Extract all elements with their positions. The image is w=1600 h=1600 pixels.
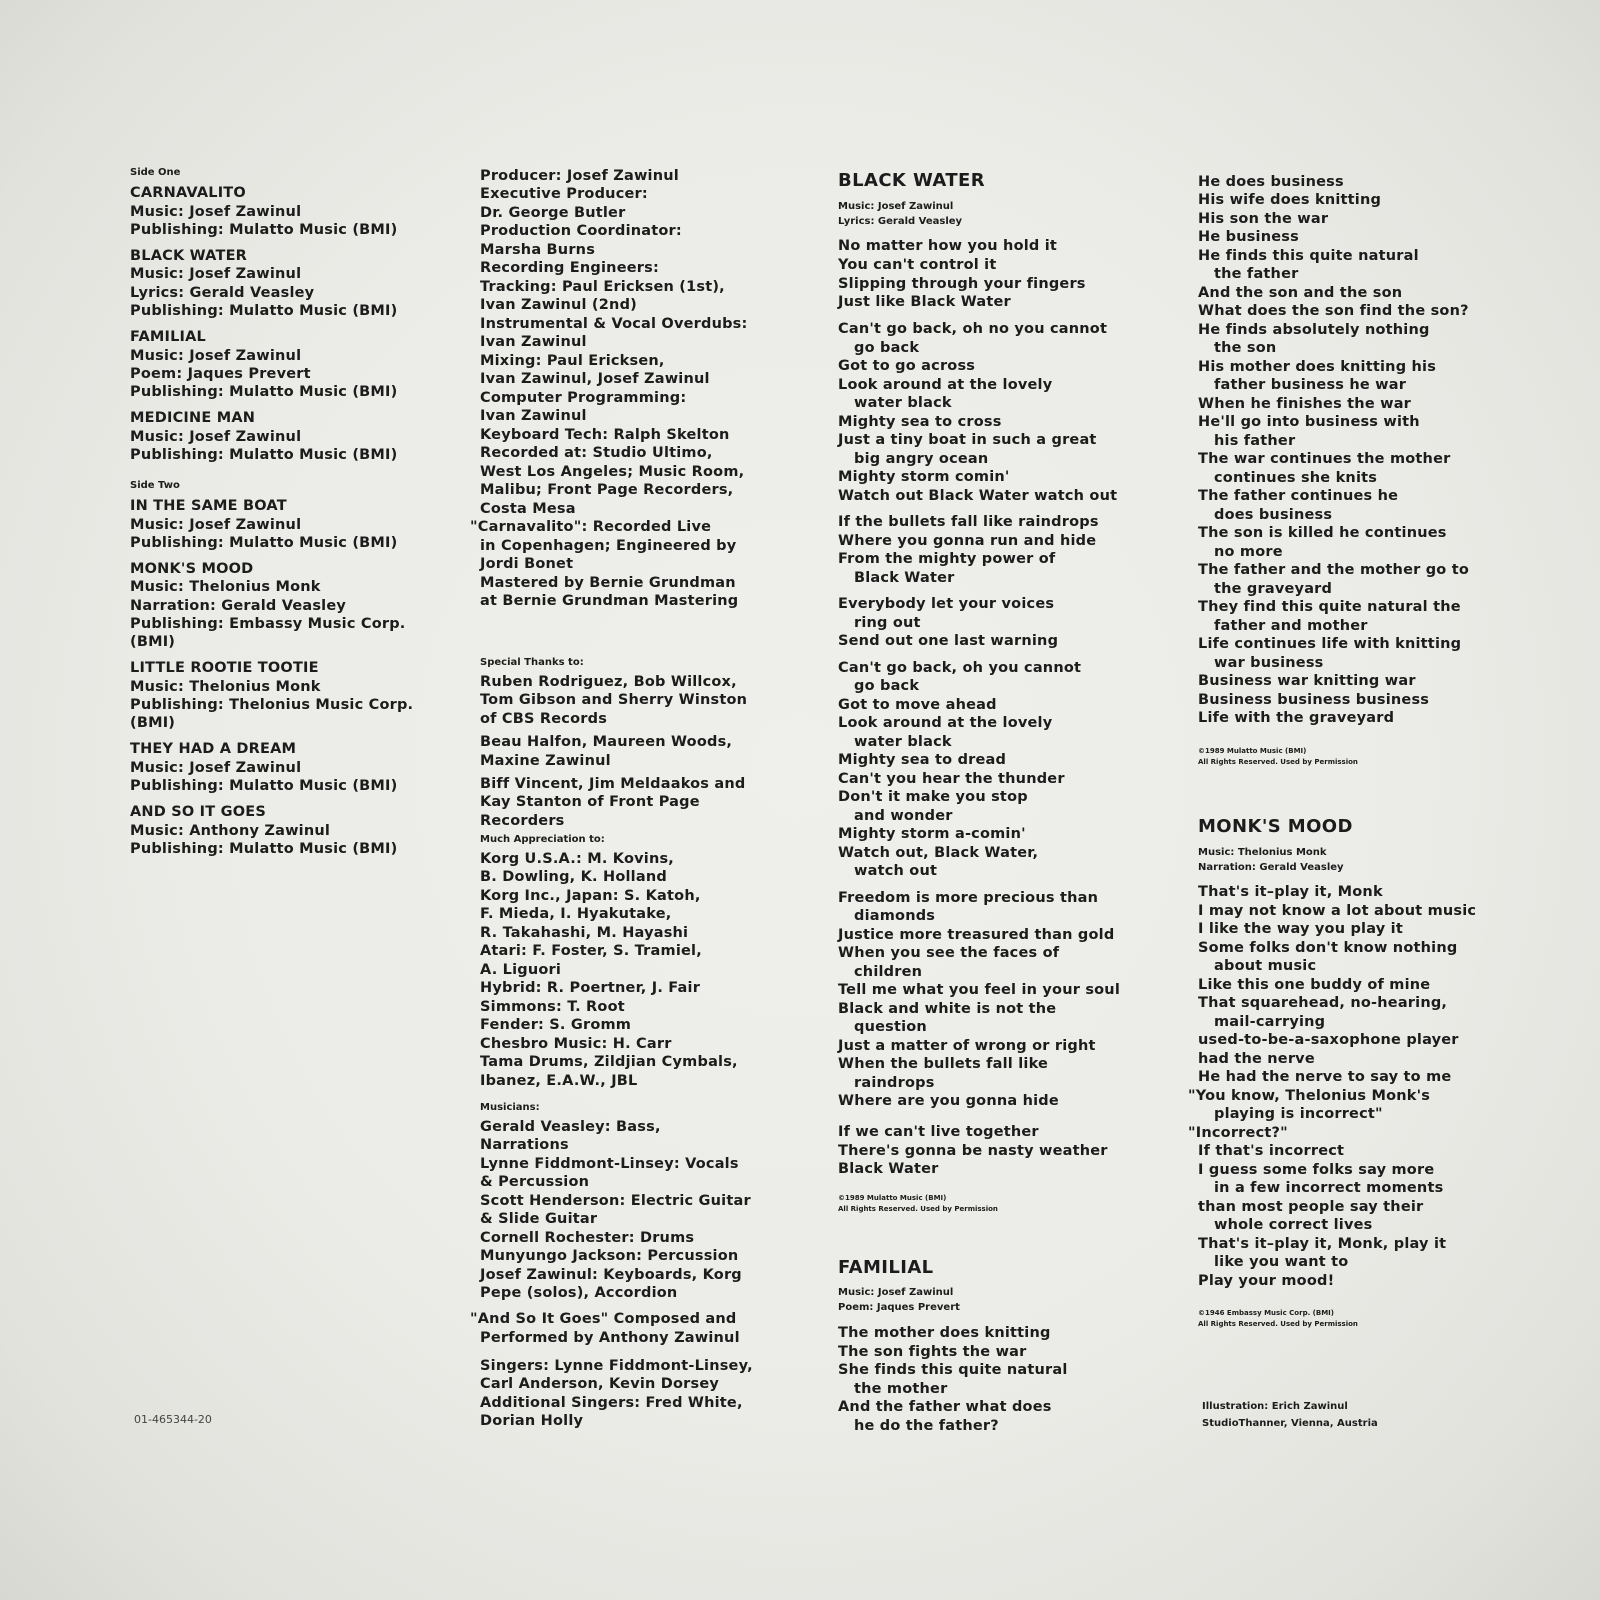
track-credit: (BMI): [130, 634, 176, 650]
lyric-line: ring out: [854, 615, 921, 631]
lyric-line: used-to-be-a-saxophone player: [1198, 1032, 1459, 1048]
song-title: MONK'S MOOD: [1198, 816, 1353, 837]
appreciation-line: F. Mieda, I. Hyakutake,: [480, 906, 672, 922]
lyric-line: the mother: [854, 1381, 948, 1397]
musician-line: Pepe (solos), Accordion: [480, 1285, 678, 1301]
appreciation-line: Chesbro Music: H. Carr: [480, 1036, 672, 1052]
appreciation-line: Simmons: T. Root: [480, 999, 625, 1015]
lyric-line: The father and the mother go to: [1198, 562, 1469, 578]
lyric-line: Black Water: [838, 1161, 939, 1177]
lyric-line: question: [854, 1019, 927, 1035]
track-title: LITTLE ROOTIE TOOTIE: [130, 660, 319, 676]
lyric-line: If that's incorrect: [1198, 1143, 1345, 1159]
musician-line: Josef Zawinul: Keyboards, Korg: [480, 1267, 742, 1283]
credit-line: Ivan Zawinul, Josef Zawinul: [480, 371, 710, 387]
credit-line: Producer: Josef Zawinul: [480, 168, 679, 184]
track-title: MEDICINE MAN: [130, 410, 256, 426]
lyric-line: children: [854, 964, 923, 980]
lyric-line: Justice more treasured than gold: [838, 927, 1115, 943]
lyric-line: Look around at the lovely: [838, 377, 1053, 393]
track-credit: Music: Josef Zawinul: [130, 348, 302, 364]
lyric-line: Life with the graveyard: [1198, 710, 1395, 726]
copyright-notice: ©1946 Embassy Music Corp. (BMI): [1198, 1309, 1334, 1317]
musician-line: & Percussion: [480, 1174, 590, 1190]
lyric-line: he do the father?: [854, 1418, 999, 1434]
thanks-line: of CBS Records: [480, 711, 608, 727]
track-credit: Music: Josef Zawinul: [130, 760, 302, 776]
copyright-notice: ©1989 Mulatto Music (BMI): [838, 1194, 947, 1202]
lyric-line: Got to move ahead: [838, 697, 997, 713]
track-title: IN THE SAME BOAT: [130, 498, 287, 514]
lyric-line: He does business: [1198, 174, 1344, 190]
thanks-line: Recorders: [480, 813, 565, 829]
lyric-line: That's it–play it, Monk: [1198, 884, 1383, 900]
lyric-line: whole correct lives: [1214, 1217, 1373, 1233]
lyric-line: The son fights the war: [838, 1344, 1027, 1360]
track-credit: Publishing: Embassy Music Corp.: [130, 616, 406, 632]
lyric-line: No matter how you hold it: [838, 238, 1058, 254]
credit-line: Malibu; Front Page Recorders,: [480, 482, 734, 498]
track-credit: Music: Josef Zawinul: [130, 266, 302, 282]
thanks-line: Beau Halfon, Maureen Woods,: [480, 734, 733, 750]
song-credit: Poem: Jaques Prevert: [838, 1302, 960, 1313]
lyric-line: Just a tiny boat in such a great: [838, 432, 1097, 448]
credit-line: Ivan Zawinul (2nd): [480, 297, 637, 313]
credit-line: Computer Programming:: [480, 390, 687, 406]
lyric-line: If the bullets fall like raindrops: [838, 514, 1099, 530]
copyright-notice: ©1989 Mulatto Music (BMI): [1198, 747, 1307, 755]
lyric-line: go back: [854, 678, 920, 694]
singers-line: Dorian Holly: [480, 1413, 584, 1429]
thanks-line: Ruben Rodriguez, Bob Willcox,: [480, 674, 737, 690]
song-credit: Lyrics: Gerald Veasley: [838, 216, 963, 227]
composed-line: "And So It Goes" Composed and: [470, 1311, 737, 1327]
track-credit: Music: Josef Zawinul: [130, 517, 302, 533]
lyric-line: Don't it make you stop: [838, 789, 1028, 805]
lyric-line: playing is incorrect": [1214, 1106, 1383, 1122]
lyric-line: "Incorrect?": [1188, 1125, 1288, 1141]
lyric-line: in a few incorrect moments: [1214, 1180, 1444, 1196]
lyric-line: raindrops: [854, 1075, 935, 1091]
lyric-line: Black Water: [854, 570, 955, 586]
song-title: FAMILIAL: [838, 1257, 934, 1278]
lyric-line: had the nerve: [1198, 1051, 1315, 1067]
lyric-line: The father continues he: [1198, 488, 1399, 504]
track-credit: Publishing: Mulatto Music (BMI): [130, 778, 398, 794]
appreciation-line: Atari: F. Foster, S. Tramiel,: [480, 943, 702, 959]
song-credit: Music: Josef Zawinul: [838, 1287, 954, 1298]
lyric-line: big angry ocean: [854, 451, 989, 467]
lyric-line: And the father what does: [838, 1399, 1052, 1415]
lyric-line: "You know, Thelonius Monk's: [1188, 1088, 1431, 1104]
lyric-line: He had the nerve to say to me: [1198, 1069, 1452, 1085]
composed-line: Performed by Anthony Zawinul: [480, 1330, 740, 1346]
lyric-line: Can't you hear the thunder: [838, 771, 1065, 787]
credit-line: Mastered by Bernie Grundman: [480, 575, 736, 591]
lyric-line: Business business business: [1198, 692, 1430, 708]
lyric-line: diamonds: [854, 908, 936, 924]
appreciation-line: Hybrid: R. Poertner, J. Fair: [480, 980, 701, 996]
credit-line: Executive Producer:: [480, 186, 648, 202]
lyric-line: There's gonna be nasty weather: [838, 1143, 1108, 1159]
lyric-line: Black and white is not the: [838, 1001, 1057, 1017]
credit-line: West Los Angeles; Music Room,: [480, 464, 745, 480]
lyric-line: Play your mood!: [1198, 1273, 1335, 1289]
special-thanks-label: Special Thanks to:: [480, 657, 584, 668]
appreciation-label: Much Appreciation to:: [480, 834, 605, 845]
lyric-line: Can't go back, oh no you cannot: [838, 321, 1108, 337]
credit-line: Marsha Burns: [480, 242, 596, 258]
lyric-line: Got to go across: [838, 358, 976, 374]
lyric-line: his father: [1214, 433, 1296, 449]
lyric-line: If we can't live together: [838, 1124, 1039, 1140]
lyric-line: no more: [1214, 544, 1283, 560]
lyric-line: like you want to: [1214, 1254, 1349, 1270]
credit-line: Tracking: Paul Ericksen (1st),: [480, 279, 725, 295]
lyric-line: Just a matter of wrong or right: [838, 1038, 1096, 1054]
lyric-line: That's it–play it, Monk, play it: [1198, 1236, 1447, 1252]
appreciation-line: B. Dowling, K. Holland: [480, 869, 667, 885]
track-credit: Publishing: Mulatto Music (BMI): [130, 222, 398, 238]
musician-line: Munyungo Jackson: Percussion: [480, 1248, 739, 1264]
lyric-line: continues she knits: [1214, 470, 1378, 486]
singers-line: Carl Anderson, Kevin Dorsey: [480, 1376, 720, 1392]
track-title: AND SO IT GOES: [130, 804, 266, 820]
credit-line: Production Coordinator:: [480, 223, 682, 239]
lyric-line: When he finishes the war: [1198, 396, 1412, 412]
side-two-label: Side Two: [130, 480, 180, 491]
lyric-line: From the mighty power of: [838, 551, 1056, 567]
lyric-line: the father: [1214, 266, 1299, 282]
track-title: MONK'S MOOD: [130, 561, 254, 577]
lyric-line: Mighty sea to cross: [838, 414, 1002, 430]
song-credit: Narration: Gerald Veasley: [1198, 862, 1344, 873]
musician-line: Narrations: [480, 1137, 569, 1153]
lyric-line: Business war knitting war: [1198, 673, 1416, 689]
credit-line: Ivan Zawinul: [480, 334, 587, 350]
lyric-line: His mother does knitting his: [1198, 359, 1437, 375]
track-credit: Publishing: Mulatto Music (BMI): [130, 384, 398, 400]
lyric-line: I may not know a lot about music: [1198, 903, 1477, 919]
lyric-line: water black: [854, 395, 952, 411]
appreciation-line: Korg Inc., Japan: S. Katoh,: [480, 888, 701, 904]
lyric-line: about music: [1214, 958, 1317, 974]
lyric-line: watch out: [854, 863, 938, 879]
thanks-line: Kay Stanton of Front Page: [480, 794, 700, 810]
track-credit: Music: Thelonius Monk: [130, 579, 321, 595]
illustration-credit: StudioThanner, Vienna, Austria: [1202, 1418, 1378, 1429]
lyric-line: The war continues the mother: [1198, 451, 1451, 467]
musician-line: Cornell Rochester: Drums: [480, 1230, 695, 1246]
appreciation-line: Tama Drums, Zildjian Cymbals,: [480, 1054, 738, 1070]
side-one-label: Side One: [130, 167, 181, 178]
illustration-credit: Illustration: Erich Zawinul: [1202, 1401, 1348, 1412]
lyric-line: Look around at the lovely: [838, 715, 1053, 731]
lyric-line: Tell me what you feel in your soul: [838, 982, 1121, 998]
lyric-line: The son is killed he continues: [1198, 525, 1447, 541]
lyric-line: His son the war: [1198, 211, 1329, 227]
appreciation-line: Korg U.S.A.: M. Kovins,: [480, 851, 675, 867]
musician-line: Scott Henderson: Electric Guitar: [480, 1193, 751, 1209]
track-credit: Music: Anthony Zawinul: [130, 823, 331, 839]
copyright-notice: All Rights Reserved. Used by Permission: [838, 1205, 998, 1213]
song-credit: Music: Thelonius Monk: [1198, 847, 1327, 858]
track-credit: Publishing: Mulatto Music (BMI): [130, 447, 398, 463]
lyric-line: Like this one buddy of mine: [1198, 977, 1431, 993]
musicians-label: Musicians:: [480, 1102, 540, 1113]
singers-line: Additional Singers: Fred White,: [480, 1395, 743, 1411]
lyric-line: When you see the faces of: [838, 945, 1060, 961]
credit-line: Keyboard Tech: Ralph Skelton: [480, 427, 730, 443]
lyric-line: He finds this quite natural: [1198, 248, 1419, 264]
lyric-line: Freedom is more precious than: [838, 890, 1099, 906]
track-credit: Narration: Gerald Veasley: [130, 598, 347, 614]
musician-line: Lynne Fiddmont-Linsey: Vocals: [480, 1156, 739, 1172]
lyric-line: water black: [854, 734, 952, 750]
track-title: THEY HAD A DREAM: [130, 741, 297, 757]
lyric-line: does business: [1214, 507, 1333, 523]
lyric-line: Mighty storm comin': [838, 469, 1010, 485]
copyright-notice: All Rights Reserved. Used by Permission: [1198, 1320, 1358, 1328]
lyric-line: father and mother: [1214, 618, 1368, 634]
lyric-line: I guess some folks say more: [1198, 1162, 1435, 1178]
track-credit: Publishing: Mulatto Music (BMI): [130, 535, 398, 551]
lyric-line: go back: [854, 340, 920, 356]
lyric-line: He business: [1198, 229, 1299, 245]
lyric-line: He'll go into business with: [1198, 414, 1420, 430]
lyric-line: His wife does knitting: [1198, 192, 1382, 208]
lyric-line: Mighty sea to dread: [838, 752, 1007, 768]
appreciation-line: Ibanez, E.A.W., JBL: [480, 1073, 638, 1089]
track-credit: Music: Thelonius Monk: [130, 679, 321, 695]
song-credit: Music: Josef Zawinul: [838, 201, 954, 212]
lyric-line: the son: [1214, 340, 1277, 356]
lyric-line: and wonder: [854, 808, 953, 824]
lyric-line: He finds absolutely nothing: [1198, 322, 1430, 338]
lyric-line: the graveyard: [1214, 581, 1333, 597]
lyric-line: Watch out Black Water watch out: [838, 488, 1118, 504]
appreciation-line: Fender: S. Gromm: [480, 1017, 632, 1033]
lyric-line: The mother does knitting: [838, 1325, 1051, 1341]
credit-line: Instrumental & Vocal Overdubs:: [480, 316, 748, 332]
lyric-line: mail-carrying: [1214, 1014, 1326, 1030]
lyric-line: than most people say their: [1198, 1199, 1424, 1215]
thanks-line: Maxine Zawinul: [480, 753, 611, 769]
credit-line: Recording Engineers:: [480, 260, 659, 276]
track-credit: Poem: Jaques Prevert: [130, 366, 311, 382]
catalog-number: 01-465344-20: [134, 1413, 212, 1426]
lyric-line: I like the way you play it: [1198, 921, 1403, 937]
lyric-line: Watch out, Black Water,: [838, 845, 1039, 861]
lyric-line: Everybody let your voices: [838, 596, 1055, 612]
lyric-line: Mighty storm a-comin': [838, 826, 1026, 842]
lyric-line: Just like Black Water: [838, 294, 1011, 310]
credit-line: Recorded at: Studio Ultimo,: [480, 445, 713, 461]
song-title: BLACK WATER: [838, 170, 985, 191]
track-credit: Music: Josef Zawinul: [130, 204, 302, 220]
track-credit: Publishing: Mulatto Music (BMI): [130, 841, 398, 857]
lyric-line: They find this quite natural the: [1198, 599, 1461, 615]
singers-line: Singers: Lynne Fiddmont-Linsey,: [480, 1358, 753, 1374]
track-title: FAMILIAL: [130, 329, 206, 345]
lyric-line: She finds this quite natural: [838, 1362, 1068, 1378]
track-credit: (BMI): [130, 715, 176, 731]
lyric-line: And the son and the son: [1198, 285, 1403, 301]
credit-line: at Bernie Grundman Mastering: [480, 593, 739, 609]
credit-line: Jordi Bonet: [480, 556, 574, 572]
lyric-line: father business he war: [1214, 377, 1407, 393]
lyric-line: Can't go back, oh you cannot: [838, 660, 1082, 676]
lyric-line: Send out one last warning: [838, 633, 1059, 649]
lyric-line: Slipping through your fingers: [838, 276, 1086, 292]
credit-line: in Copenhagen; Engineered by: [480, 538, 737, 554]
lyric-line: Where are you gonna hide: [838, 1093, 1059, 1109]
thanks-line: Biff Vincent, Jim Meldaakos and: [480, 776, 746, 792]
copyright-notice: All Rights Reserved. Used by Permission: [1198, 758, 1358, 766]
track-credit: Music: Josef Zawinul: [130, 429, 302, 445]
credit-line: Dr. George Butler: [480, 205, 626, 221]
track-title: BLACK WATER: [130, 248, 248, 264]
lyric-line: Life continues life with knitting: [1198, 636, 1462, 652]
track-credit: Publishing: Mulatto Music (BMI): [130, 303, 398, 319]
track-credit: Lyrics: Gerald Veasley: [130, 285, 315, 301]
credit-line: Costa Mesa: [480, 501, 576, 517]
appreciation-line: A. Liguori: [480, 962, 562, 978]
track-title: CARNAVALITO: [130, 185, 246, 201]
thanks-line: Tom Gibson and Sherry Winston: [480, 692, 748, 708]
lyric-line: When the bullets fall like: [838, 1056, 1049, 1072]
musician-line: & Slide Guitar: [480, 1211, 598, 1227]
lyric-line: Where you gonna run and hide: [838, 533, 1097, 549]
credit-line: Ivan Zawinul: [480, 408, 587, 424]
lyric-line: You can't control it: [838, 257, 997, 273]
musician-line: Gerald Veasley: Bass,: [480, 1119, 661, 1135]
lyric-line: That squarehead, no-hearing,: [1198, 995, 1448, 1011]
lyric-line: Some folks don't know nothing: [1198, 940, 1458, 956]
appreciation-line: R. Takahashi, M. Hayashi: [480, 925, 689, 941]
lyric-line: What does the son find the son?: [1198, 303, 1469, 319]
credit-line: "Carnavalito": Recorded Live: [470, 519, 712, 535]
track-credit: Publishing: Thelonius Music Corp.: [130, 697, 414, 713]
lyric-line: war business: [1214, 655, 1324, 671]
credit-line: Mixing: Paul Ericksen,: [480, 353, 665, 369]
